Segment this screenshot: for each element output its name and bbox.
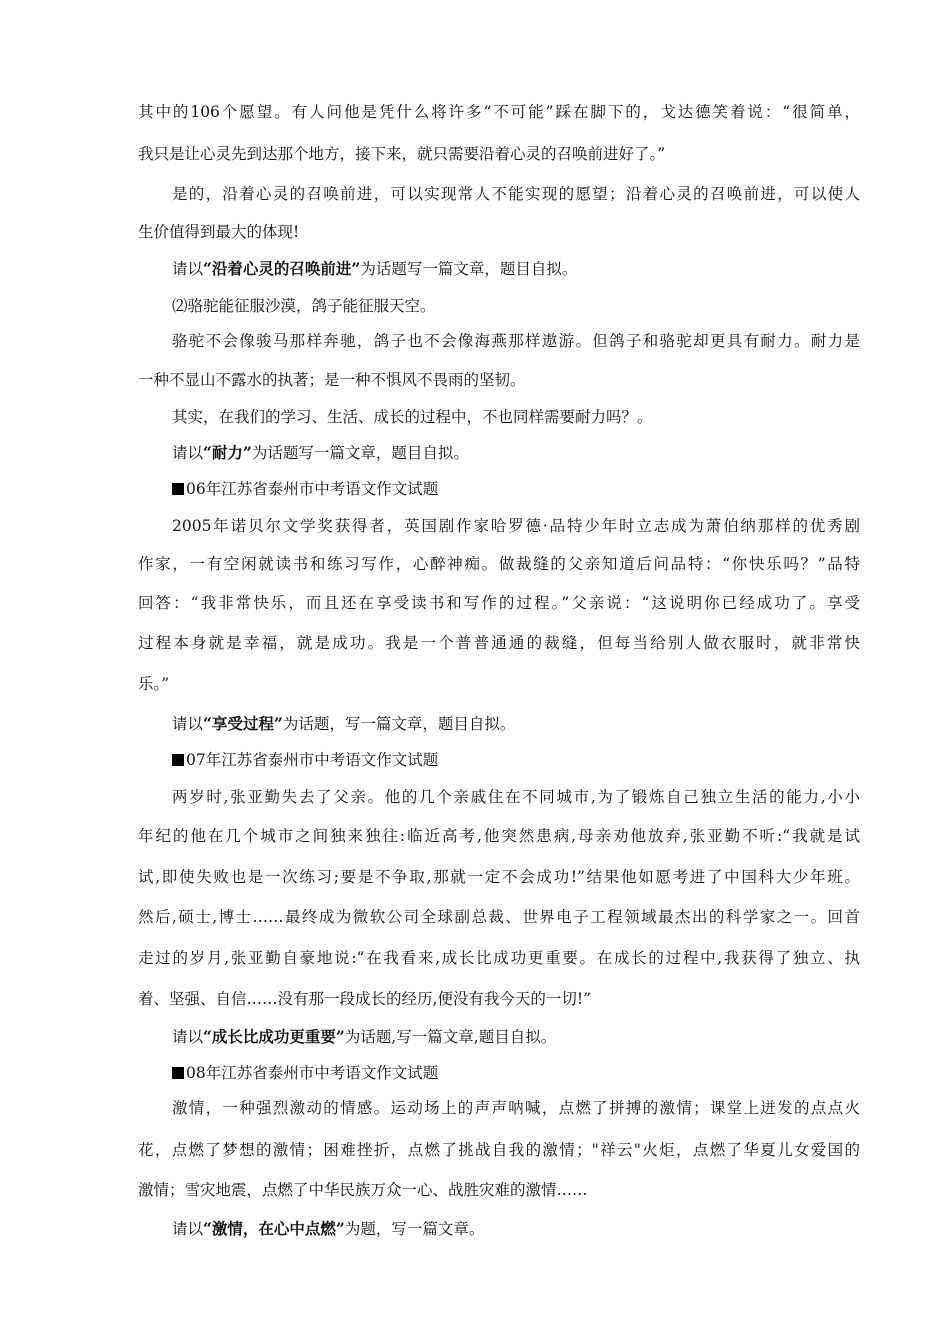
prompt-prefix: 请以 [172,715,204,733]
prompt-suffix: 为话题写一篇文章，题目自拟。 [360,260,578,278]
prompt-prefix: 请以 [172,260,204,278]
text-line: 一种不显山不露水的执著；是一种不惧风不畏雨的坚韧。 [138,371,526,389]
text-line: 2005年诺贝尔文学奖获得者，英国剧作家哈罗德·品特少年时立志成为萧伯纳那样的优秀剧 [172,517,860,535]
prompt-prefix: 请以 [172,1220,204,1238]
prompt-topic: “成长比成功更重要” [203,1027,345,1046]
text-line: 骆驼不会像骏马那样奔驰，鸽子也不会像海燕那样遨游。但鸽子和骆驼却更具有耐力。耐力是 [172,332,860,350]
text-line: 是的，沿着心灵的召唤前进，可以实现常人不能实现的愿望；沿着心灵的召唤前进，可以使人 [172,185,860,203]
prompt-line [172,1218,860,1240]
text-line: 年纪的他在几个城市之间独来独往:临近高考,他突然患病,母亲劝他放弃,张亚勤不听:“我就是试 [138,827,860,845]
text-line: 乐。” [138,675,170,693]
text-line: 激情；雪灾地震，点燃了中华民族万众一心、战胜灾难的激情…… [138,1181,588,1199]
text-line: 我只是让心灵先到达那个地方，接下来，就只需要沿着心灵的召唤前进好了。” [138,145,666,163]
text-line: 其中的106个愿望。有人问他是凭什么将许多“不可能”踩在脚下的，戈达德笑着说：“很简单， [138,103,860,121]
text-line: 过程本身就是幸福，就是成功。我是一个普普通通的裁缝，但每当给别人做衣服时，就非常快 [138,634,860,652]
text-line: 其实，在我们的学习、生活、成长的过程中，不也同样需要耐力吗？。 [172,408,653,426]
square-bullet-icon [172,483,184,495]
text-line: 两岁时,张亚勤失去了父亲。他的几个亲戚住在不同城市,为了锻炼自己独立生活的能力,小小 [172,788,860,806]
section-heading-text: 07年江苏省泰州市中考语文作文试题 [186,751,439,769]
prompt-suffix: 为话题,写一篇文章,题目自拟。 [344,1028,557,1046]
prompt-line [172,713,860,735]
square-bullet-icon [172,754,184,766]
square-bullet-icon [172,1067,184,1079]
section-heading [172,749,860,771]
prompt-line [172,258,860,280]
text-line: 然后,硕士,博士……最终成为微软公司全球副总裁、世界电子工程领域最杰出的科学家之一。回首 [138,908,860,926]
prompt-line [172,1026,860,1048]
prompt-suffix: 为话题，写一篇文章，题目自拟。 [282,715,516,733]
prompt-topic: “沿着心灵的召唤前进” [203,259,361,278]
text-line: 试,即使失败也是一次练习;要是不争取,那就一定不会成功!”结果他如愿考进了中国科大少年班。 [138,868,860,886]
prompt-suffix: 为题，写一篇文章。 [344,1220,485,1238]
prompt-topic: “享受过程” [203,714,283,733]
text-line: 着、坚强、自信……没有那一段成长的经历,便没有我今天的一切!” [138,990,592,1008]
prompt-prefix: 请以 [172,1028,204,1046]
section-heading-text: 06年江苏省泰州市中考语文作文试题 [186,480,439,498]
text-line: 花，点燃了梦想的激情；困难挫折，点燃了挑战自我的激情；"祥云"火炬，点燃了华夏儿女爱国的 [138,1141,860,1159]
prompt-line [172,442,860,464]
section-heading-text: 08年江苏省泰州市中考语文作文试题 [186,1064,439,1082]
section-heading [172,1062,860,1084]
text-line: 走过的岁月,张亚勤自豪地说:“在我看来,成长比成功更重要。在成长的过程中,我获得了独立、执 [138,949,860,967]
text-line: 激情，一种强烈激动的情感。运动场上的声声呐喊，点燃了拼搏的激情；课堂上迸发的点点火 [172,1099,860,1117]
text-line: 回答：“我非常快乐，而且还在享受读书和写作的过程。”父亲说：“这说明你已经成功了。享受 [138,594,860,612]
section-heading [172,478,860,500]
prompt-topic: “耐力” [203,443,252,462]
prompt-prefix: 请以 [172,444,204,462]
text-line: 生价值得到最大的体现! [138,223,300,241]
prompt-topic: “激情，在心中点燃” [203,1219,345,1238]
text-line: 作家，一有空闲就读书和练习写作，心醉神痴。做裁缝的父亲知道后问品特：“你快乐吗？”品特 [138,555,860,573]
prompt-suffix: 为话题写一篇文章，题目自拟。 [251,444,469,462]
text-line: ⑵骆驼能征服沙漠，鸽子能征服天空。 [172,297,436,315]
